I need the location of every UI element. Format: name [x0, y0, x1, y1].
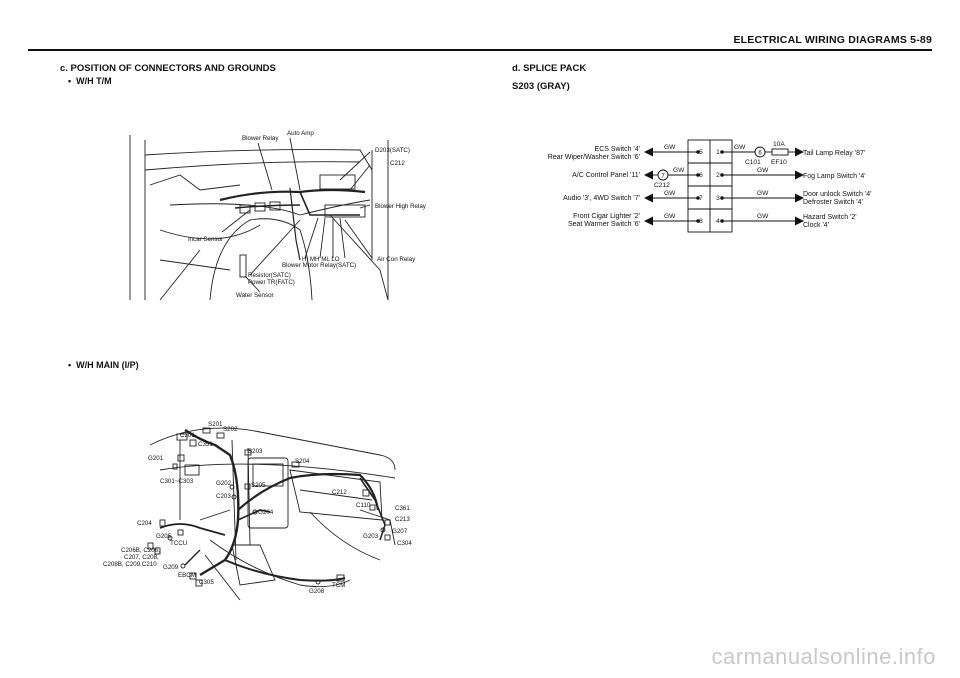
- label-incar-sensor: Incar Sensor: [188, 236, 224, 243]
- label-tcm: TCM: [332, 582, 346, 589]
- pin-3: 3: [716, 195, 720, 202]
- left-label-1a: ECS Switch '4': [594, 146, 640, 153]
- label-ebcm: EBCM: [178, 572, 196, 579]
- wire-color-left-3: GW: [664, 190, 676, 197]
- label-water-sensor: Water Sensor: [236, 292, 274, 299]
- bullet-wh-main-text: W/H MAIN (I/P): [76, 360, 139, 370]
- label-g202: G202: [216, 480, 232, 487]
- label-g209: G209: [163, 564, 179, 571]
- left-label-4a: Front Cigar Lighter '2': [573, 213, 640, 220]
- label-g205: G205: [156, 533, 172, 540]
- left-label-4b: Seat Warmer Switch '6': [567, 221, 640, 228]
- left-label-3: Audio '3', 4WD Switch '7': [563, 195, 640, 202]
- label-power-tr: Power TR(FATC): [248, 279, 295, 286]
- label-c301-c303: C301~C303: [160, 478, 194, 485]
- right-label-2: Fog Lamp Switch '4': [803, 173, 866, 180]
- label-c203: C203: [216, 493, 231, 500]
- page-header-title: ELECTRICAL WIRING DIAGRAMS 5-89: [733, 34, 932, 46]
- label-s203: S203: [248, 448, 263, 455]
- label-c206-line2: C207, C208,: [124, 554, 159, 561]
- c212-label: C212: [654, 182, 670, 189]
- label-c204: C204: [137, 520, 152, 527]
- label-c305: C305: [199, 579, 214, 586]
- pin-8: 8: [699, 218, 703, 225]
- label-resistor: Resistor(SATC): [248, 272, 291, 279]
- label-g204: G204: [258, 509, 274, 516]
- label-c206-line1: C206B, C206,: [121, 547, 160, 554]
- label-blower-speeds: HI MH ML LO: [302, 256, 340, 263]
- pin-2: 2: [716, 172, 720, 179]
- wire-color-right-3: GW: [757, 190, 769, 197]
- fuse-ef10: [772, 149, 788, 155]
- section-c-title: c. POSITION OF CONNECTORS AND GROUNDS: [60, 63, 276, 74]
- section-d-subtitle: S203 (GRAY): [512, 81, 570, 92]
- label-g208: G208: [309, 588, 325, 595]
- c101-label: C101: [745, 159, 761, 166]
- fuse-rating: 10A: [773, 141, 785, 148]
- watermark-text: carmanualsonline.info: [711, 644, 936, 669]
- right-label-3b: Defroster Switch '4': [803, 199, 863, 206]
- fuse-id: EF10: [771, 159, 787, 166]
- label-air-con-relay: Air Con Relay: [377, 256, 416, 263]
- pin-1: 1: [716, 149, 720, 156]
- arrow-left-1: [644, 148, 653, 157]
- label-g201: G201: [148, 455, 164, 462]
- label-c212-tm: C212: [390, 160, 405, 167]
- right-label-4a: Hazard Switch '2': [803, 214, 857, 221]
- label-s202: S202: [223, 426, 238, 433]
- label-tccu: TCCU: [170, 540, 188, 547]
- wire-color-left-2: GW: [673, 167, 685, 174]
- wire-color-right-1: GW: [734, 144, 746, 151]
- label-c213: C213: [395, 516, 410, 523]
- left-label-2: A/C Control Panel '11': [572, 172, 640, 179]
- label-s204: S204: [295, 458, 310, 465]
- bullet-wh-tm: • W/H T/M: [68, 76, 112, 86]
- wire-color-right-2: GW: [757, 167, 769, 174]
- label-c304: C304: [397, 540, 412, 547]
- label-c110: C110: [356, 502, 371, 509]
- c212-pin: 7: [661, 173, 665, 180]
- bullet-wh-main: • W/H MAIN (I/P): [68, 360, 139, 370]
- label-auto-amp: Auto Amp: [287, 130, 314, 137]
- label-s201: S201: [208, 421, 223, 428]
- arrow-left-4: [644, 217, 653, 226]
- label-s205: S205: [251, 482, 266, 489]
- label-d203-satc: D203(SATC): [375, 147, 410, 154]
- label-c351: C351: [198, 441, 213, 448]
- label-g207: G207: [392, 528, 408, 535]
- left-label-1b: Rear Wiper/Washer Switch '6': [547, 154, 640, 161]
- pin-4: 4: [716, 218, 720, 225]
- c101-pin: 6: [758, 150, 762, 157]
- label-blower-motor-relay: Blower Motor Relay(SATC): [282, 262, 357, 269]
- label-c212-ip: C212: [332, 489, 347, 496]
- arrow-left-2: [644, 171, 653, 180]
- label-c201: C201: [180, 432, 195, 439]
- wire-color-right-4: GW: [757, 213, 769, 220]
- label-c206-line3: C208B, C209,C210: [103, 561, 157, 568]
- pin-5: 5: [699, 149, 703, 156]
- arrow-left-3: [644, 194, 653, 203]
- label-blower-relay: Blower Relay: [242, 135, 279, 142]
- wire-color-left-1: GW: [664, 144, 676, 151]
- right-label-3a: Door unlock Switch '4': [803, 191, 872, 198]
- right-label-4b: Clock '4': [803, 222, 830, 229]
- pin-6: 6: [699, 172, 703, 179]
- label-c361: C361: [395, 505, 410, 512]
- bullet-wh-tm-text: W/H T/M: [76, 76, 112, 86]
- wire-color-left-4: GW: [664, 213, 676, 220]
- pin-7: 7: [699, 195, 703, 202]
- label-blower-high-relay: Blower High Relay: [375, 203, 426, 210]
- right-label-1: Tail Lamp Relay '87': [803, 150, 866, 157]
- section-d-title: d. SPLICE PACK: [512, 63, 587, 74]
- label-g203: G203: [363, 533, 379, 540]
